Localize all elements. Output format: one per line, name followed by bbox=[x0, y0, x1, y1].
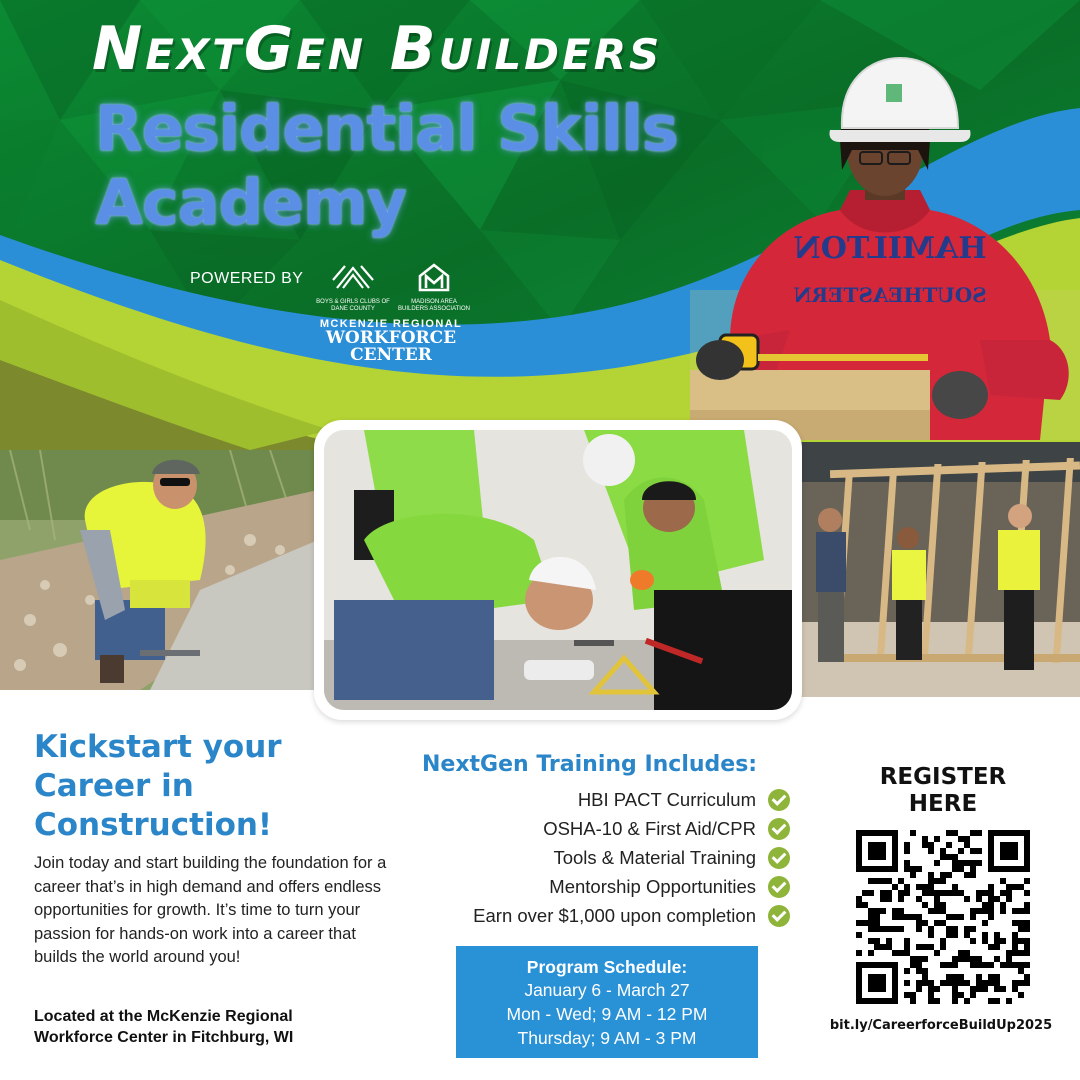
boys-girls-clubs-label: BOYS & GIRLS CLUBS OF DANE COUNTY bbox=[316, 299, 390, 312]
trainees-illustration bbox=[324, 430, 792, 710]
register-heading: REGISTER HERE bbox=[879, 764, 1007, 817]
schedule-thursday: Thursday; 9 AM - 3 PM bbox=[517, 1028, 697, 1048]
location-text: Located at the McKenzie Regional Workforce Center in Fitchburg, WI bbox=[34, 1008, 294, 1046]
photo-trainees-center bbox=[314, 420, 802, 720]
qr-code[interactable] bbox=[856, 830, 1030, 1004]
training-heading: NextGen Training Includes: bbox=[422, 752, 758, 777]
training-item bbox=[400, 814, 790, 843]
training-item bbox=[400, 785, 790, 814]
training-item bbox=[400, 901, 790, 930]
wall-framing-illustration bbox=[800, 442, 1080, 697]
mckenzie-regional-label: MCKENZIE REGIONAL bbox=[319, 318, 463, 330]
photo-worker-measuring bbox=[690, 40, 1080, 440]
concrete-worker-illustration bbox=[0, 450, 318, 690]
check-circle-icon bbox=[768, 789, 790, 811]
worker-measuring-illustration bbox=[690, 40, 1080, 440]
training-item bbox=[400, 843, 790, 872]
photo-trainees-frame bbox=[324, 430, 792, 710]
kickstart-body: Join today and start building the foundation for a career that’s in high demand and offers endless opportunities for growth. It’s time to turn your passion for hands-on work into a career that builds the world around you! bbox=[34, 854, 387, 966]
madison-builders-logo bbox=[398, 262, 470, 313]
training-item-label: Mentorship Opportunities bbox=[549, 875, 756, 897]
house-m-icon bbox=[417, 262, 451, 292]
powered-by-label: POWERED BY bbox=[190, 270, 304, 287]
madison-builders-label: MADISON AREA BUILDERS ASSOCIATION bbox=[398, 299, 470, 312]
kickstart-heading: Kickstart your Career in Construction! bbox=[34, 729, 282, 843]
photo-concrete-finishing bbox=[0, 450, 318, 690]
check-circle-icon bbox=[768, 905, 790, 927]
photo-wall-framing bbox=[800, 442, 1080, 697]
schedule-heading: Program Schedule: bbox=[526, 957, 688, 977]
training-item-label: HBI PACT Curriculum bbox=[577, 788, 756, 810]
schedule-dates: January 6 - March 27 bbox=[524, 980, 690, 1000]
qr-code-icon bbox=[856, 830, 1030, 1004]
shirt-lettering-top: HAMILTON bbox=[793, 231, 987, 266]
title-residential-skills-academy: Residential Skills Academy bbox=[95, 92, 678, 239]
register-link[interactable]: bit.ly/CareerforceBuildUp2025 bbox=[829, 1018, 1053, 1033]
training-item bbox=[400, 872, 790, 901]
title-nextgen-builders: NextGen Builders bbox=[92, 14, 663, 84]
training-item-label: OSHA-10 & First Aid/CPR bbox=[543, 817, 756, 839]
program-schedule-box bbox=[456, 946, 758, 1058]
boys-girls-clubs-logo bbox=[312, 262, 394, 313]
check-circle-icon bbox=[768, 876, 790, 898]
training-list bbox=[400, 785, 790, 930]
workforce-center-label: WORKFORCE CENTER bbox=[325, 328, 457, 365]
training-item-label: Earn over $1,000 upon completion bbox=[473, 904, 756, 926]
check-circle-icon bbox=[768, 818, 790, 840]
training-item-label: Tools & Material Training bbox=[553, 846, 756, 868]
schedule-mon-wed: Mon - Wed; 9 AM - 12 PM bbox=[506, 1004, 708, 1024]
shirt-lettering-bottom: SOUTHEASTERN bbox=[793, 283, 987, 307]
clubs-hands-icon bbox=[331, 262, 375, 292]
check-circle-icon bbox=[768, 847, 790, 869]
